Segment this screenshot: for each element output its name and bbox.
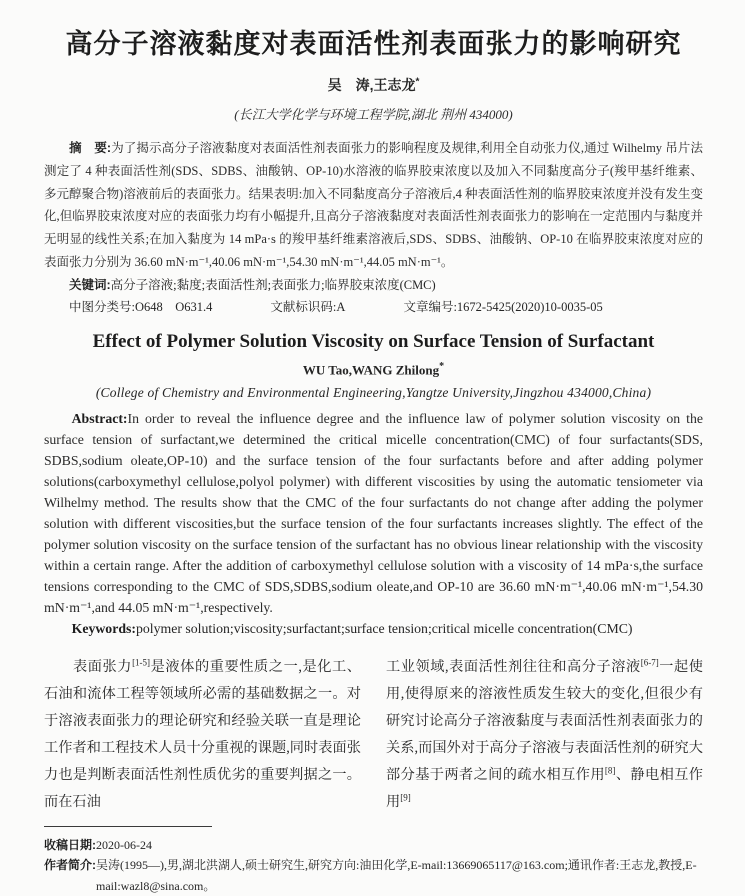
paper-title-cn: 高分子溶液黏度对表面活性剂表面张力的影响研究 bbox=[65, 29, 682, 59]
body-columns bbox=[44, 654, 703, 816]
abstract-en bbox=[44, 409, 703, 619]
citation-ref-1-5: [1-5] bbox=[132, 657, 151, 668]
received-date-row bbox=[44, 835, 703, 855]
received-date-label: 收稿日期: bbox=[44, 837, 96, 852]
citation-ref-9: [9] bbox=[400, 792, 411, 803]
affiliation-en: (College of Chemistry and Environmental Engineering,Yangtze University,Jingzhou 434000,China) bbox=[95, 385, 652, 401]
body-right-text-2: 一起使用,使得原来的溶液性质发生较大的变化,但很少有研究讨论高分子溶液黏度与表面活性剂表面张力的关系,而国外对于高分子溶液与表面活性剂的研究大部分基于两者之间的疏水相互作用 bbox=[386, 658, 703, 783]
clc-number bbox=[69, 296, 212, 319]
abstract-en-label: Abstract: bbox=[71, 411, 128, 427]
authors-cn bbox=[44, 75, 703, 95]
article-id-value: 1672-5425(2020)10-0035-05 bbox=[456, 300, 603, 315]
body-right-text: 工业领域,表面活性剂往往和高分子溶液 bbox=[386, 658, 641, 675]
doc-code-value: A bbox=[336, 300, 346, 315]
body-column-left bbox=[44, 654, 361, 816]
authors-en bbox=[44, 361, 703, 378]
abstract-cn bbox=[44, 137, 703, 274]
body-left-text: 表面张力 bbox=[72, 658, 133, 675]
keywords-en bbox=[44, 619, 703, 640]
clc-value: O648 O631.4 bbox=[134, 300, 213, 315]
authors-en-names: WU Tao,WANG Zhilong bbox=[302, 362, 440, 378]
footnote-block bbox=[44, 826, 703, 896]
doc-code-label: 文献标识码: bbox=[270, 300, 337, 315]
abstract-cn-label: 摘 要: bbox=[69, 141, 112, 155]
authors-cn-names: 吴 涛,王志龙 bbox=[327, 77, 416, 93]
body-left-text-2: 是液体的重要性质之一,是化工、石油和流体工程等领域所必需的基础数据之一。对于溶液表面张力的理论研究和经验关联一直是理论工作者和工程技术人员十分重视的课题,同时表面张力也是判断表面活性剂性质优劣的重要判据之一。而在石油 bbox=[44, 658, 361, 810]
keywords-en-label: Keywords: bbox=[71, 621, 136, 637]
keywords-cn-label: 关键词: bbox=[69, 277, 111, 292]
affiliation-cn: (长江大学化学与环境工程学院,湖北 荆州 434000) bbox=[234, 107, 513, 122]
body-column-right bbox=[386, 654, 703, 816]
corresponding-author-mark: * bbox=[415, 76, 420, 88]
abstract-cn-text: 为了揭示高分子溶液黏度对表面活性剂表面张力的影响程度及规律,利用全自动张力仪,通过 Wilhelmy 吊片法测定了 4 种表面活性剂(SDS、SDBS、油酸钠、OP-10)水溶液的临界胶束浓度以及加入不同黏度高分子(羧甲基纤维素、多元醇聚合物)溶液前后的表面张力。结果表明:加入不同黏度高分子溶液后,4 种表面活性剂的临界胶束浓度并没有发生变化,但临界胶束浓度对应的表面张力均有小幅提升,且高分子溶液黏度对表面活性剂表面张力的影响在一定范围内与黏度并无明显的线性关系;在加入黏度为 14 mPa·s 的羧甲基纤维素溶液后,SDS、SDBS、油酸钠、OP-10 在临界胶束浓度对应的表面张力分别为 36.60 mN·m⁻¹,40.06 mN·m⁻¹,54.30 mN·m⁻¹,44.05 mN·m⁻¹。 bbox=[44, 141, 703, 269]
keywords-cn-text: 高分子溶液;黏度;表面活性剂;表面张力;临界胶束浓度(CMC) bbox=[110, 277, 436, 292]
citation-ref-6-7: [6-7] bbox=[640, 657, 659, 668]
citation-ref-8: [8] bbox=[604, 765, 616, 776]
keywords-en-text: polymer solution;viscosity;surfactant;surface tension;critical micelle concentration(CMC) bbox=[135, 621, 633, 637]
received-date-value: 2020-06-24 bbox=[96, 837, 152, 852]
keywords-cn bbox=[44, 274, 703, 297]
article-id bbox=[403, 296, 602, 319]
footnote-divider bbox=[44, 826, 212, 827]
author-bio-row bbox=[44, 855, 703, 896]
body-right-text-3: 、静电相互作用 bbox=[386, 766, 703, 810]
corresponding-author-mark-en: * bbox=[439, 361, 445, 372]
author-bio-text: 吴涛(1995—),男,湖北洪湖人,硕士研究生,研究方向:油田化学,E-mail:13669065117@163.com;通讯作者:王志龙,教授,E-mail:wazl8@sina.com。 bbox=[96, 858, 697, 893]
paper-title-en: Effect of Polymer Solution Viscosity on Surface Tension of Surfactant bbox=[92, 331, 655, 352]
classification-line bbox=[44, 296, 703, 319]
doc-code bbox=[270, 296, 345, 319]
author-bio-label: 作者简介: bbox=[44, 858, 96, 873]
article-id-label: 文章编号: bbox=[403, 300, 457, 315]
clc-label: 中图分类号: bbox=[69, 300, 135, 315]
abstract-en-text: In order to reveal the influence degree and the influence law of polymer solution viscosity on the surface tension of surfactant,we determined the critical micelle concentration(CMC) of four surfactants(SDS, SDBS,sodium oleate,OP-10) and the surface tension of the four surfactants before and after adding polymer solutions(carboxymethyl cellulose,polyol polymer) with different viscosities by using the automatic tensiometer via Wilhelmy method. The results show that the CMC of the four surfactants do not change after adding the polymer solution with different viscosities,but the surface tension of the four surfactants increases slightly. The effect of the polymer solution viscosity on the surface tension of the surfactant has no obvious linear relationship with the viscosity within a certain range. After the addition of carboxymethyl cellulose solution with a viscosity of 14 mPa·s,the surface tensions corresponding to the CMC of SDS,SDBS,sodium oleate,and OP-10 are 36.60 mN·m⁻¹,40.06 mN·m⁻¹,54.30 mN·m⁻¹,and 44.05 mN·m⁻¹,respectively. bbox=[44, 411, 703, 616]
